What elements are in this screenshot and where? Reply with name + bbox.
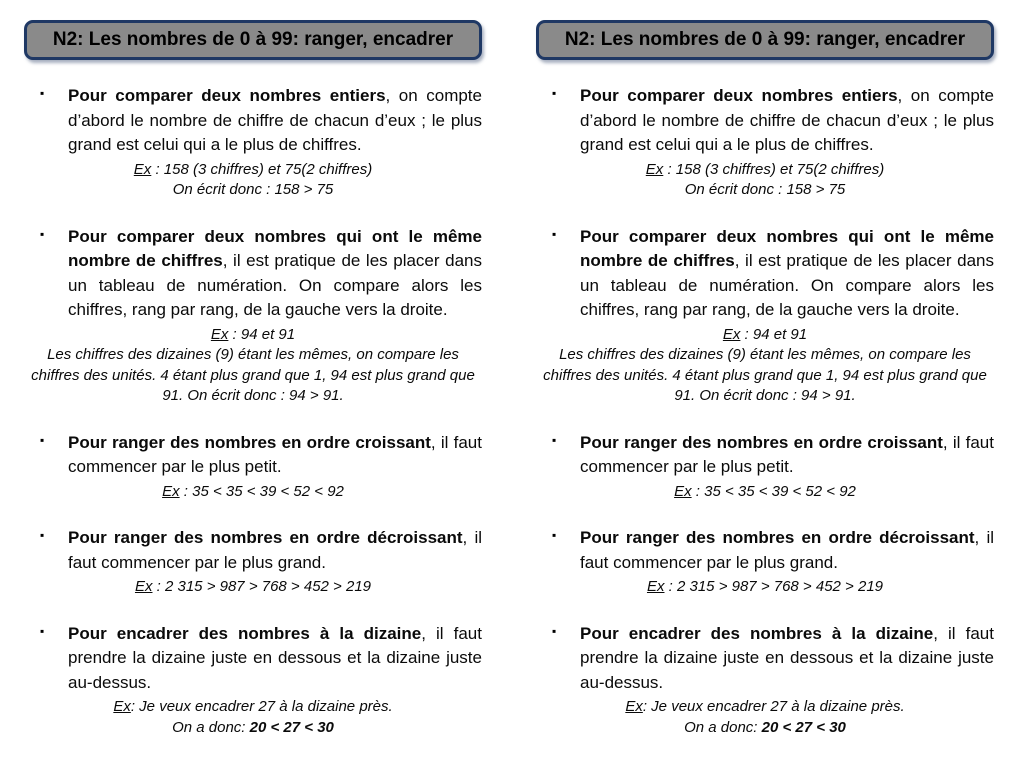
example-bold: 20 < 27 < 30	[761, 718, 846, 736]
example-line	[536, 160, 994, 181]
rule-lead: Pour comparer deux nombres entiers	[68, 86, 386, 105]
bullet-square-icon: ▪	[552, 86, 557, 100]
bullet-square-icon: ▪	[40, 226, 45, 241]
rule-text	[536, 84, 994, 158]
example-line	[536, 718, 994, 739]
example-text: : 94 et 91	[740, 325, 808, 343]
lesson-title: N2: Les nombres de 0 à 99: ranger, encadrer	[52, 29, 454, 50]
rule-item-5	[24, 622, 482, 739]
example-label: Ex	[134, 578, 153, 595]
example-label: Ex	[133, 160, 152, 178]
example-block	[536, 482, 994, 503]
example-text: : Je veux encadrer 27 à la dizaine près.	[130, 698, 393, 715]
example-text: : 158 (3 chiffres) et 75(2 chiffres)	[151, 160, 373, 178]
example-block	[24, 325, 482, 407]
example-line	[24, 697, 482, 718]
example-line	[536, 482, 994, 503]
example-text: Les chiffres des dizaines (9) étant les mêmes, on compare les chiffres des unités. 4 étant plus grand que 1, 94 est plus grand que 91. On écrit donc : 94 > 91.	[31, 346, 475, 404]
bullet-square-icon: ▪	[552, 432, 557, 447]
example-line	[24, 180, 482, 201]
lesson-title-banner	[536, 20, 994, 60]
example-text: : 2 315 > 987 > 768 > 452 > 219	[664, 578, 884, 595]
rule-text	[536, 622, 994, 696]
bullet-square-icon: ▪	[40, 432, 45, 447]
example-block	[536, 325, 994, 407]
rule-rest: , il est pratique de les placer dans un tableau de numération. On compare alors les chiffres, rang par rang, de la gauche vers la droite.	[68, 251, 482, 319]
rule-item-2	[24, 225, 482, 407]
example-text: On a donc:	[684, 718, 762, 736]
example-bold: 20 < 27 < 30	[249, 718, 334, 736]
rule-rest: , il faut commencer par le plus grand.	[68, 528, 483, 572]
example-text: : 94 et 91	[228, 325, 296, 343]
example-line	[24, 345, 482, 407]
example-block	[24, 577, 482, 598]
rule-text	[24, 526, 482, 575]
example-text: On écrit donc : 158 > 75	[172, 181, 334, 198]
rule-text	[24, 622, 482, 696]
rule-rest: , il est pratique de les placer dans un tableau de numération. On compare alors les chiffres, rang par rang, de la gauche vers la droite.	[580, 251, 994, 319]
rule-lead: Pour ranger des nombres en ordre décroissant	[68, 528, 463, 547]
lesson-title: N2: Les nombres de 0 à 99: ranger, encadrer	[564, 29, 966, 50]
example-label: Ex	[722, 325, 741, 343]
example-label: Ex	[625, 698, 643, 715]
example-block	[24, 482, 482, 503]
rule-rest: , il faut commencer par le plus petit.	[68, 432, 482, 476]
bullet-square-icon: ▪	[40, 86, 45, 100]
example-text: : 158 (3 chiffres) et 75(2 chiffres)	[663, 160, 885, 178]
rule-lead: Pour encadrer des nombres à la dizaine	[68, 623, 422, 643]
rule-item-3	[536, 431, 994, 503]
rule-lead: Pour comparer deux nombres qui ont le même nombre de chiffres	[68, 226, 482, 270]
rule-lead: Pour comparer deux nombres entiers	[580, 86, 898, 105]
bullet-square-icon: ▪	[552, 528, 557, 542]
example-line	[536, 697, 994, 718]
rule-lead: Pour ranger des nombres en ordre croissant	[580, 432, 943, 452]
example-text: Les chiffres des dizaines (9) étant les mêmes, on compare les chiffres des unités. 4 étant plus grand que 1, 94 est plus grand que 91. On écrit donc : 94 > 91.	[543, 346, 987, 404]
rule-item-4	[536, 526, 994, 598]
rule-text	[536, 431, 994, 480]
example-line	[536, 345, 994, 407]
rule-item-1	[24, 84, 482, 201]
example-line	[24, 718, 482, 739]
example-line	[24, 160, 482, 181]
rule-rest: , il faut commencer par le plus petit.	[580, 432, 994, 476]
rule-item-2	[536, 225, 994, 407]
rule-item-3	[24, 431, 482, 503]
example-text: On a donc:	[172, 718, 250, 736]
example-line	[24, 325, 482, 346]
example-block	[24, 160, 482, 201]
rule-lead: Pour encadrer des nombres à la dizaine	[580, 623, 934, 643]
example-text: : 35 < 35 < 39 < 52 < 92	[691, 482, 856, 500]
rule-text	[24, 225, 482, 323]
rule-lead: Pour comparer deux nombres qui ont le même nombre de chiffres	[580, 226, 994, 270]
example-text: : Je veux encadrer 27 à la dizaine près.	[642, 698, 905, 715]
example-label: Ex	[646, 578, 665, 595]
example-text: : 2 315 > 987 > 768 > 452 > 219	[152, 578, 372, 595]
rule-text	[536, 225, 994, 323]
rule-rest: , il faut prendre la dizaine juste en dessous et la dizaine juste au-dessus.	[68, 623, 482, 692]
lesson-column-right	[512, 0, 1024, 768]
example-label: Ex	[645, 160, 664, 178]
example-text: On écrit donc : 158 > 75	[684, 181, 846, 198]
example-label: Ex	[113, 698, 131, 715]
example-line	[24, 577, 482, 598]
rule-rest: , il faut commencer par le plus grand.	[580, 528, 995, 572]
rule-rest: , il faut prendre la dizaine juste en dessous et la dizaine juste au-dessus.	[580, 623, 994, 692]
rule-item-1	[536, 84, 994, 201]
rule-item-4	[24, 526, 482, 598]
bullet-square-icon: ▪	[552, 623, 557, 638]
example-block	[536, 160, 994, 201]
example-block	[536, 697, 994, 738]
example-line	[536, 325, 994, 346]
bullet-square-icon: ▪	[552, 226, 557, 241]
rule-text	[24, 431, 482, 480]
rule-rest: , on compte d’abord le nombre de chiffre de chacun d’eux ; le plus grand est celui qui a le plus de chiffres.	[68, 86, 482, 154]
example-label: Ex	[210, 325, 229, 343]
example-label: Ex	[674, 482, 692, 500]
example-line	[536, 577, 994, 598]
lesson-title-banner	[24, 20, 482, 60]
rule-lead: Pour ranger des nombres en ordre décroissant	[580, 528, 975, 547]
rule-rest: , on compte d’abord le nombre de chiffre de chacun d’eux ; le plus grand est celui qui a le plus de chiffres.	[580, 86, 994, 154]
bullet-square-icon: ▪	[40, 623, 45, 638]
example-block	[536, 577, 994, 598]
example-text: : 35 < 35 < 39 < 52 < 92	[179, 482, 344, 500]
example-line	[24, 482, 482, 503]
rule-item-5	[536, 622, 994, 739]
example-label: Ex	[162, 482, 180, 500]
bullet-square-icon: ▪	[40, 528, 45, 542]
rule-lead: Pour ranger des nombres en ordre croissant	[68, 432, 431, 452]
rule-text	[536, 526, 994, 575]
example-block	[24, 697, 482, 738]
example-line	[536, 180, 994, 201]
rule-text	[24, 84, 482, 158]
